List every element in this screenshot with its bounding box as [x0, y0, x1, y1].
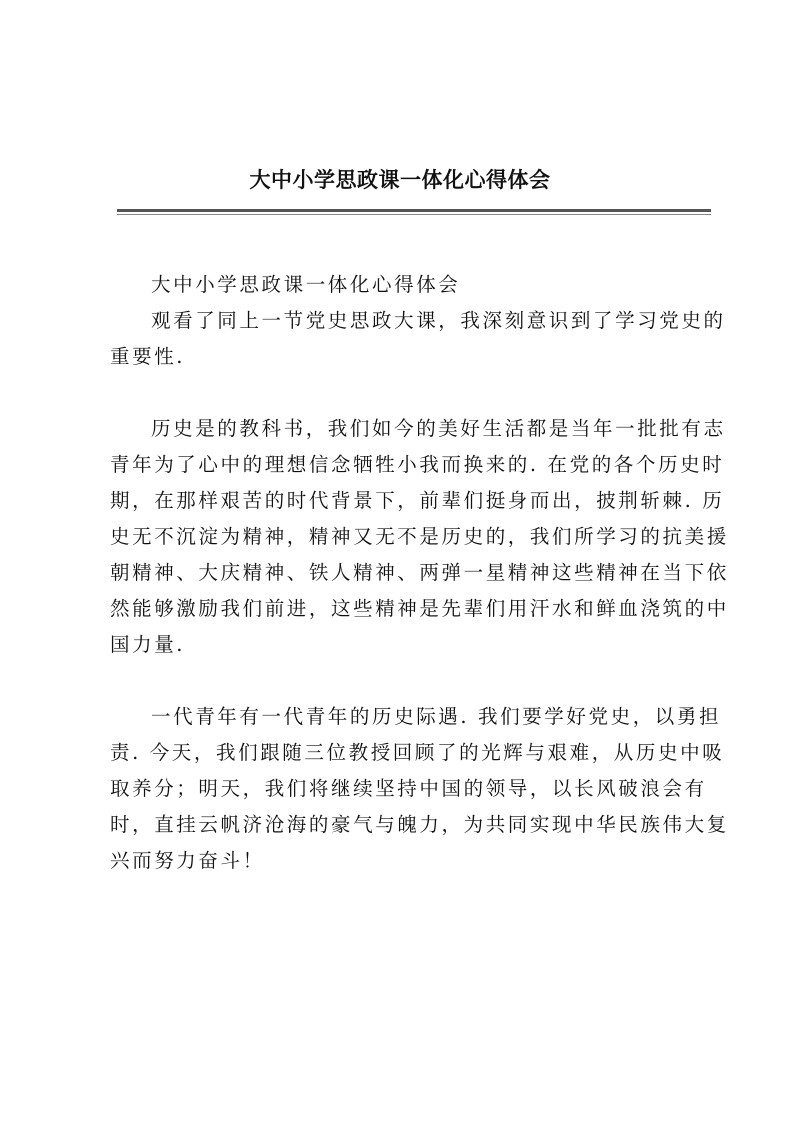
- paragraph-line: 时，直挂云帆济沧海的豪气与魄力，为共同实现中华民族伟大复: [110, 813, 729, 836]
- paragraph-line: 责. 今天，我们跟随三位教授回顾了的光辉与艰难，从历史中吸: [110, 741, 725, 764]
- paragraph-line: 一代青年有一代青年的历史际遇. 我们要学好党史，以勇担: [151, 705, 722, 728]
- header-divider-thin: [117, 214, 711, 215]
- paragraph-spacer: [110, 375, 714, 411]
- paragraph-line: 然能够激励我们前进，这些精神是先辈们用汗水和鲜血浇筑的中: [110, 597, 729, 620]
- paragraph-line: 历史是的教科书，我们如今的美好生活都是当年一批批有志: [151, 417, 726, 440]
- document-body: [110, 267, 729, 879]
- paragraph-line: 青年为了心中的理想信念牺牲小我而换来的. 在党的各个历史时: [110, 453, 725, 476]
- paragraph-line: 重要性.: [110, 345, 186, 368]
- paragraph-line: 取养分；明天，我们将继续坚持中国的领导，以长风破浪会有: [110, 777, 707, 800]
- document-subtitle: 大中小学思政课一体化心得体会: [151, 273, 461, 296]
- paragraph-line: 史无不沉淀为精神，精神又无不是历史的，我们所学习的抗美援: [110, 525, 729, 548]
- paragraph-line: 期，在那样艰苦的时代背景下，前辈们挺身而出，披荆斩棘. 历: [110, 489, 725, 512]
- paragraph-line: 国力量.: [110, 633, 186, 656]
- paragraph-2: [110, 411, 729, 663]
- paragraph-1: [110, 303, 726, 375]
- paragraph-line: 朝精神、大庆精神、铁人精神、两弹一星精神这些精神在当下依: [110, 561, 729, 584]
- paragraph-3: [110, 699, 729, 879]
- paragraph-spacer: [110, 663, 714, 699]
- header-divider: [117, 209, 711, 212]
- paragraph-line: 兴而努力奋斗！: [110, 849, 265, 872]
- paragraph-line: 观看了同上一节党史思政大课，我深刻意识到了学习党史的: [151, 309, 726, 332]
- page-header-title: 大中小学思政课一体化心得体会: [249, 168, 551, 192]
